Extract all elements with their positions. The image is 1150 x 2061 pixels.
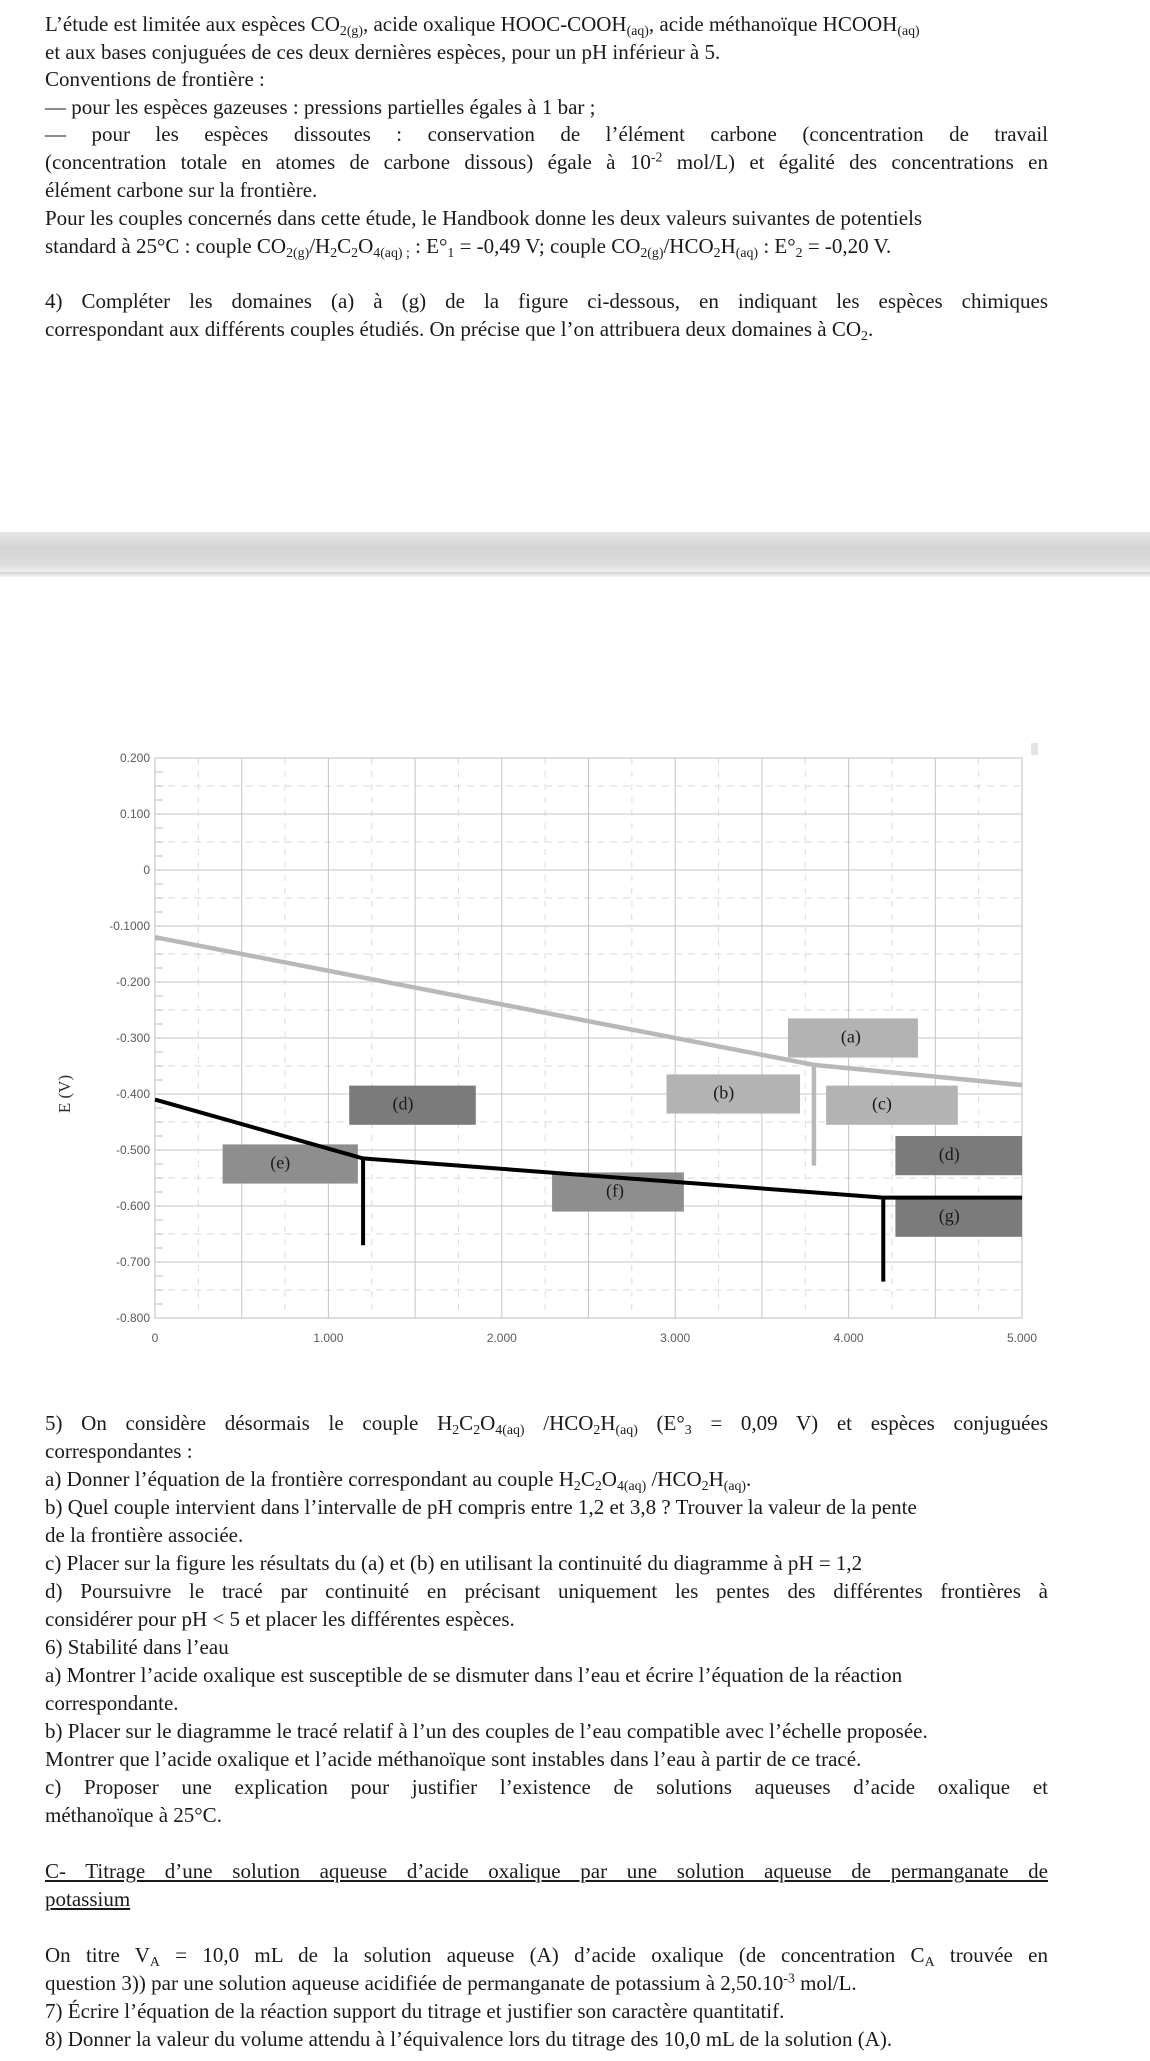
question-6b-line-2: Montrer que l’acide oxalique et l’acide méthanoïque sont instables dans l’eau à partir de ce tracé. [45,1747,862,1771]
section-c-title-line-1: C- Titrage d’une solution aqueuse d’acide oxalique par une solution aqueuse de permanganate de [45,1859,1048,1883]
question-7: 7) Écrire l’équation de la réaction support du titrage et justifier son caractère quantitatif. [45,1999,785,2023]
page-separator-band [0,532,1150,572]
x-tick-label: 5.000 [1006,1331,1038,1345]
y-tick-label: -0.200 [115,975,150,989]
question-5a: a) Donner l’équation de la frontière correspondant au couple $H_2C_2O_{4(aq)}$ $/HCO_2H_{(aq)}$. [45,1467,752,1493]
section-c-title-line-2: potassium [45,1887,131,1911]
x-tick-label: 0 [151,1331,159,1345]
question-5-line-1: 5) On considère désormais le couple $H_2C_2O_{4(aq)}$ $/HCO_2H_{(aq)}$ ($E^\circ_3 = 0,09$ V) et espèces conjuguées [45,1411,1048,1437]
intro-line-1: L’étude est limitée aux espèces $CO_{2(g)}$, acide oxalique HOOC-$COOH_{(aq)}$, acide méthanoïque $HCOOH_{(aq)}$ [45,12,920,38]
titration-line-2: question 3)) par une solution aqueuse acidifiée de permanganate de potassium à $2,50.10^{-3}$ mol/L. [45,1970,857,1995]
y-tick-label: 0.200 [119,751,150,765]
chart-domains [223,1018,1022,1236]
dissolved-convention-line-3: élément carbone sur la frontière. [45,178,318,202]
question-6c-line-1: c) Proposer une explication pour justifier l’existence de solutions aqueuses d’acide oxalique et [45,1775,1048,1799]
handbook-line-1: Pour les couples concernés dans cette étude, le Handbook donne les deux valeurs suivantes de potentiels [45,206,923,230]
question-5d-line-2: considérer pour pH < 5 et placer les différentes espèces. [45,1607,515,1631]
domain-label: (e) [270,1152,291,1173]
y-tick-label: -0.400 [115,1087,150,1101]
question-6a-line-2: correspondante. [45,1691,179,1715]
y-tick-label: -0.1000 [109,919,150,933]
y-tick-label: -0.800 [115,1311,150,1325]
page-separator-shadow [0,572,1150,578]
domain-label: (b) [713,1082,735,1103]
question-5c: c) Placer sur la figure les résultats du (a) et (b) en utilisant la continuité du diagramme à pH = 1,2 [45,1551,863,1575]
domain-label: (f) [605,1180,624,1201]
top-text-block [0,0,1150,530]
y-tick-label: -0.700 [115,1255,150,1269]
domain-label: (a) [840,1026,861,1047]
x-tick-label: 1.000 [313,1331,344,1345]
question-6a-line-1: a) Montrer l’acide oxalique est susceptible de se dismuter dans l’eau et écrire l’équation de la réaction [45,1663,903,1687]
conventions-title: Conventions de frontière : [45,67,265,91]
domain-label: (d) [392,1093,414,1114]
x-tick-label: 4.000 [833,1331,864,1345]
y-tick-label: 0.100 [119,807,150,821]
y-tick-label: -0.600 [115,1199,150,1213]
domain-label: (c) [871,1093,892,1114]
corner-mark [1031,743,1038,755]
question-4-line-1: 4) Compléter les domaines (a) à (g) de la figure ci-dessous, en indiquant les espèces chimiques [45,289,1048,313]
domain-box [826,1086,958,1125]
y-tick-label: -0.300 [115,1031,150,1045]
question-6-title: 6) Stabilité dans l’eau [45,1635,229,1659]
x-tick-label: 2.000 [486,1331,517,1345]
gas-convention: — pour les espèces gazeuses : pressions partielles égales à 1 bar ; [45,95,596,119]
intro-line-2: et aux bases conjuguées de ces deux dernières espèces, pour un pH inférieur à 5. [45,40,721,64]
titration-line-1: On titre $V_A = 10,0$ mL de la solution aqueuse (A) d’acide oxalique (de concentration $C_A$ trouvée en [45,1943,1048,1969]
y-axis-label: E (V) [55,1074,74,1114]
potential-ph-diagram [0,700,1150,1380]
question-8: 8) Donner la valeur du volume attendu à l’équivalence lors du titrage des 10,0 mL de la solution (A). [45,2027,893,2051]
question-6b-line-1: b) Placer sur le diagramme le tracé relatif à l’un des couples de l’eau compatible avec l’échelle proposée. [45,1719,928,1743]
y-tick-label: -0.500 [115,1143,150,1157]
dissolved-convention-line-2: (concentration totale en atomes de carbone dissous) égale à $10^{-2}$ mol/L) et égalité des concentrations en [45,149,1048,174]
y-tick-label: 0 [143,863,150,877]
question-4-line-2: correspondant aux différents couples étudiés. On précise que l’on attribuera deux domaines à $CO_2$. [45,317,874,343]
question-5d-line-1: d) Poursuivre le tracé par continuité en précisant uniquement les pentes des différentes frontières à [45,1579,1048,1603]
domain-label: (d) [938,1144,960,1164]
x-tick-label: 3.000 [660,1331,691,1345]
question-6c-line-2: méthanoïque à 25°C. [45,1803,222,1827]
domain-label: (g) [938,1205,960,1226]
dissolved-convention-line-1: — pour les espèces dissoutes : conservation de l’élément carbone (concentration de travail [45,122,1048,146]
question-5b-line-2: de la frontière associée. [45,1523,244,1547]
handbook-line-2: standard à 25°C : couple $CO_{2(g)}/H_2C_2O_{4(aq) ;}$ : $E^\circ_1 = -0,49$ V; couple $CO_{2(g)}/HCO_2H_{(aq)}$ : $E^\circ_2 = -0,20$ V. [45,234,892,260]
question-5-line-2: correspondantes : [45,1439,193,1463]
question-5b-line-1: b) Quel couple intervient dans l’intervalle de pH compris entre 1,2 et 3,8 ? Trouver la valeur de la pente [45,1495,917,1519]
